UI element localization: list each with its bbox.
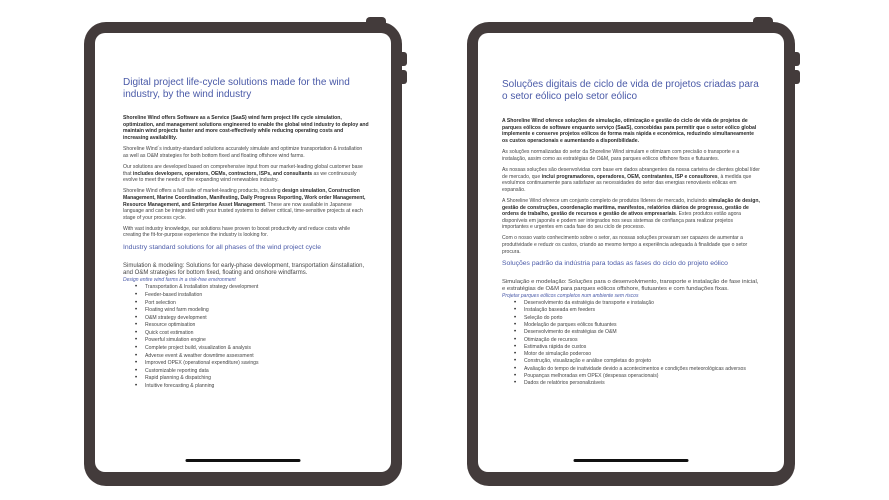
document-english	[123, 77, 369, 391]
volume-up-button	[793, 52, 800, 66]
list-item: • Customizable reporting data	[135, 368, 369, 376]
lead-paragraph: A Shoreline Wind oferece soluções de simulação, otimização e gestão do ciclo de vida de projetos de parques eólicos de software enquanto serviço (SaaS), concebidas para permitir que o setor eólico global implemente e conserve projetos eólicos de forma mais rápida e económica, reduzindo simultaneamente os custos operacionais e aumentando a disponibilidade.	[502, 118, 757, 144]
list-item: • Dados de relatórios personalizáveis	[514, 380, 760, 387]
home-indicator[interactable]	[574, 459, 689, 462]
list-item: • Otimização de recursos	[514, 337, 760, 344]
list-item: • Construção, visualização e análise completas do projeto	[514, 358, 760, 365]
tablet-screen	[95, 33, 391, 472]
power-button	[753, 17, 773, 25]
document-portuguese	[502, 79, 760, 388]
list-item: • Quick cost estimation	[135, 330, 369, 338]
feature-list	[502, 300, 760, 388]
paragraph-1: As soluções normalizadas do setor da Shoreline Wind simulam e otimizam com precisão o transporte e a instalação, assim como as estratégias de O&M, para parques eólicos offshore fixos e flutuantes.	[502, 149, 740, 162]
volume-down-button	[793, 70, 800, 84]
italic-subheading: Projetar parques eólicos completos num ambiente sem riscos	[502, 293, 639, 300]
section-heading: Soluções padrão da indústria para todas as fases do ciclo do projeto eólico	[502, 259, 728, 267]
list-item: • O&M strategy development	[135, 315, 369, 323]
list-item: • Desenvolvimento de estratégias de O&M	[514, 329, 760, 336]
italic-subheading: Design entire wind farms in a risk-free environment	[123, 277, 236, 284]
list-item: • Instalação baseada em feeders	[514, 307, 760, 314]
paragraph-3: A Shoreline Wind oferece um conjunto completo de produtos líderes de mercado, incluindo simulação de design, gestão de construções, coordenação marítima, manifestos, relatórios diários de progresso, gestão de ordens de trabalho, gestão de recursos e gestão de ativos empresariais. Estes produtos estão agora disponíveis em japonês e podem ser integrados nos seus sistemas de confiança para realizar projetos importantes e urgentes em cada fase do seu ciclo de processo.	[502, 197, 760, 231]
volume-up-button	[400, 52, 407, 66]
paragraph-3: Shoreline Wind offers a full suite of market-leading products, including design simulation, Construction Management, Marine Coordination, Manifesting, Daily Progress Reporting, Work order Management, Resource Management, and Enterprise Asset Management. These are now available in Japanese language and can be integrated with your trusted systems to deliver critical, time-sensitive projects at each stage of your process cycle.	[123, 188, 366, 221]
list-item: • Transportation & Installation strategy development	[135, 284, 369, 292]
simulation-intro: Simulação e modelação: Soluções para o desenvolvimento, transporte e instalação de fase inicial, e estratégias de O&M para parques eólicos offshore, flutuantes e com fundações fixas.	[502, 278, 759, 292]
feature-list	[123, 284, 369, 390]
paragraph-4: Com o nosso vasto conhecimento sobre o setor, as nossas soluções provaram ser capazes de aumentar a produtividade e reduzir os custos, criando ao mesmo tempo a experiência adequada à finalidade que o setor procura.	[502, 235, 748, 255]
list-item: • Floating wind farm modeling	[135, 307, 369, 315]
page-title: Soluções digitais de ciclo de vida de projetos criadas para o setor eólico pelo setor eólico	[502, 79, 759, 102]
page-title: Digital project life-cycle solutions made for the wind industry, by the wind industry	[123, 77, 350, 100]
list-item: • Improved OPEX (operational expenditure) savings	[135, 360, 369, 368]
list-item: • Estimativa rápida de custos	[514, 344, 760, 351]
list-item: • Avaliação do tempo de inatividade devido a acontecimentos e condições meteorológicas adversos	[514, 366, 760, 373]
paragraph-2: Our solutions are developed based on comprehensive input from our market-leading global customer base that includes developers, operators, OEMs, contractors, ISPs, and consultants as we continuously evolve to meet the needs of the expanding wind renewables industry.	[123, 164, 363, 184]
list-item: • Powerful simulation engine	[135, 337, 369, 345]
list-item: • Adverse event & weather downtime assessment	[135, 353, 369, 361]
list-item: • Port selection	[135, 300, 369, 308]
list-item: • Desenvolvimento da estratégia de transporte e instalação	[514, 300, 760, 307]
paragraph-1: Shoreline Wind´s industry-standard solutions accurately simulate and optimize transportation & installation as well as O&M strategies for both bottom fixed and floating offshore wind farms.	[123, 146, 363, 159]
paragraph-4: With vast industry knowledge, our solutions have proven to boost productivity and reduce costs while creating the fit-for-purpose experience the industry is looking for.	[123, 225, 351, 239]
list-item: • Complete project build, visualization & analysis	[135, 345, 369, 353]
list-item: • Motor de simulação poderoso	[514, 351, 760, 358]
power-button	[366, 17, 386, 25]
list-item: • Feeder-based installation	[135, 292, 369, 300]
list-item: • Intuitive forecasting & planning	[135, 383, 369, 391]
list-item: • Seleção do porto	[514, 315, 760, 322]
volume-down-button	[400, 70, 407, 84]
section-heading: Industry standard solutions for all phases of the wind project cycle	[123, 243, 321, 251]
tablet-english	[84, 22, 402, 486]
simulation-intro: Simulation & modeling: Solutions for early-phase development, transportation &installation, and O&M strategies for bottom fixed, floating and onshore windfarms.	[123, 262, 365, 276]
list-item: • Poupanças melhoradas em OPEX (despesas operacionais)	[514, 373, 760, 380]
tablet-screen	[478, 33, 784, 472]
list-item: • Rapid planning & dispatching	[135, 375, 369, 383]
tablet-portuguese	[467, 22, 795, 486]
list-item: • Modelação de parques eólicos flutuantes	[514, 322, 760, 329]
home-indicator[interactable]	[186, 459, 301, 462]
paragraph-2: As nossas soluções são desenvolvidas com base em dados abrangentes da nossa carteira de clientes global líder de mercado, que inclui programadores, operadores, OEM, contratantes, ISP e consultores, à medida que evoluímos continuamente para satisfazer as necessidades do setor das energias renováveis eólicas em expansão.	[502, 167, 760, 193]
lead-paragraph: Shoreline Wind offers Software as a Service (SaaS) wind farm project life cycle simulation, optimization, and management solutions engineered to enable the global wind industry to deploy and maintain wind projects faster and more cost-effectively while reducing operating costs and increasing availability.	[123, 115, 369, 141]
list-item: • Resource optimisation	[135, 322, 369, 330]
